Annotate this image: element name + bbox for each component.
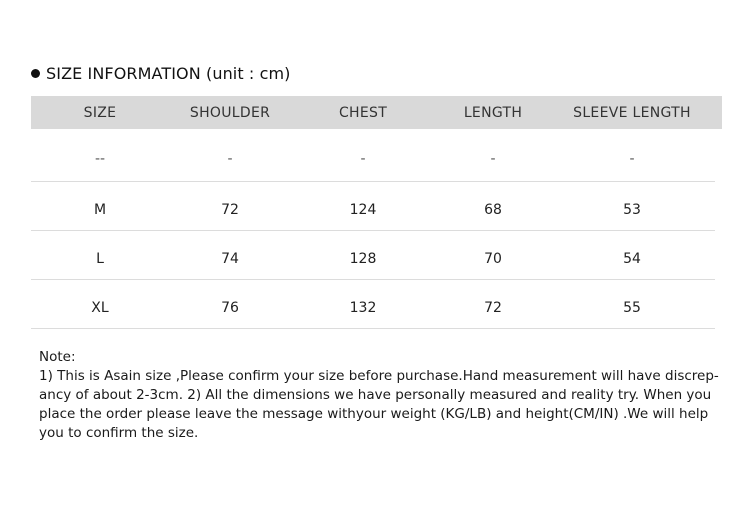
cell-chest: 128	[349, 251, 377, 267]
note-line: ancy of about 2-3cm. 2) All the dimensions we have personally measured and reality try. When you	[39, 387, 712, 403]
note-label: Note:	[39, 349, 76, 365]
cell-size: XL	[91, 300, 109, 316]
table-header	[31, 96, 722, 129]
table-row	[31, 231, 715, 280]
section-title-text: SIZE INFORMATION (unit : cm)	[46, 64, 291, 83]
header-size: SIZE	[83, 105, 117, 121]
cell-shoulder: 72	[221, 202, 239, 218]
table-row	[31, 280, 715, 329]
header-length: LENGTH	[463, 105, 523, 121]
cell-size: --	[94, 151, 106, 167]
cell-shoulder: -	[227, 151, 233, 167]
cell-shoulder: 74	[221, 251, 239, 267]
cell-chest: 124	[349, 202, 377, 218]
note-line: place the order please leave the message withyour weight (KG/LB) and height(CM/IN) .We will help	[39, 406, 709, 422]
cell-sleeve-length: 55	[623, 300, 641, 316]
cell-length: 68	[484, 202, 502, 218]
cell-length: -	[490, 151, 496, 167]
header-shoulder: SHOULDER	[189, 105, 271, 121]
table-row	[31, 129, 715, 182]
cell-sleeve-length: -	[629, 151, 635, 167]
cell-size: L	[96, 251, 104, 267]
cell-sleeve-length: 53	[623, 202, 641, 218]
cell-chest: -	[360, 151, 366, 167]
cell-sleeve-length: 54	[623, 251, 641, 267]
table-row	[31, 182, 715, 231]
size-note	[39, 348, 719, 443]
header-sleeve-length: SLEEVE LENGTH	[573, 105, 691, 121]
cell-shoulder: 76	[221, 300, 239, 316]
header-chest: CHEST	[338, 105, 388, 121]
bullet-icon	[31, 69, 40, 78]
cell-length: 72	[484, 300, 502, 316]
note-line: you to confirm the size.	[39, 425, 199, 441]
cell-chest: 132	[349, 300, 377, 316]
section-title	[31, 64, 291, 83]
cell-size: M	[93, 202, 107, 218]
size-table	[31, 96, 722, 329]
note-line: 1) This is Asain size ,Please confirm your size before purchase.Hand measurement will have discrep-	[39, 368, 719, 384]
cell-length: 70	[484, 251, 502, 267]
